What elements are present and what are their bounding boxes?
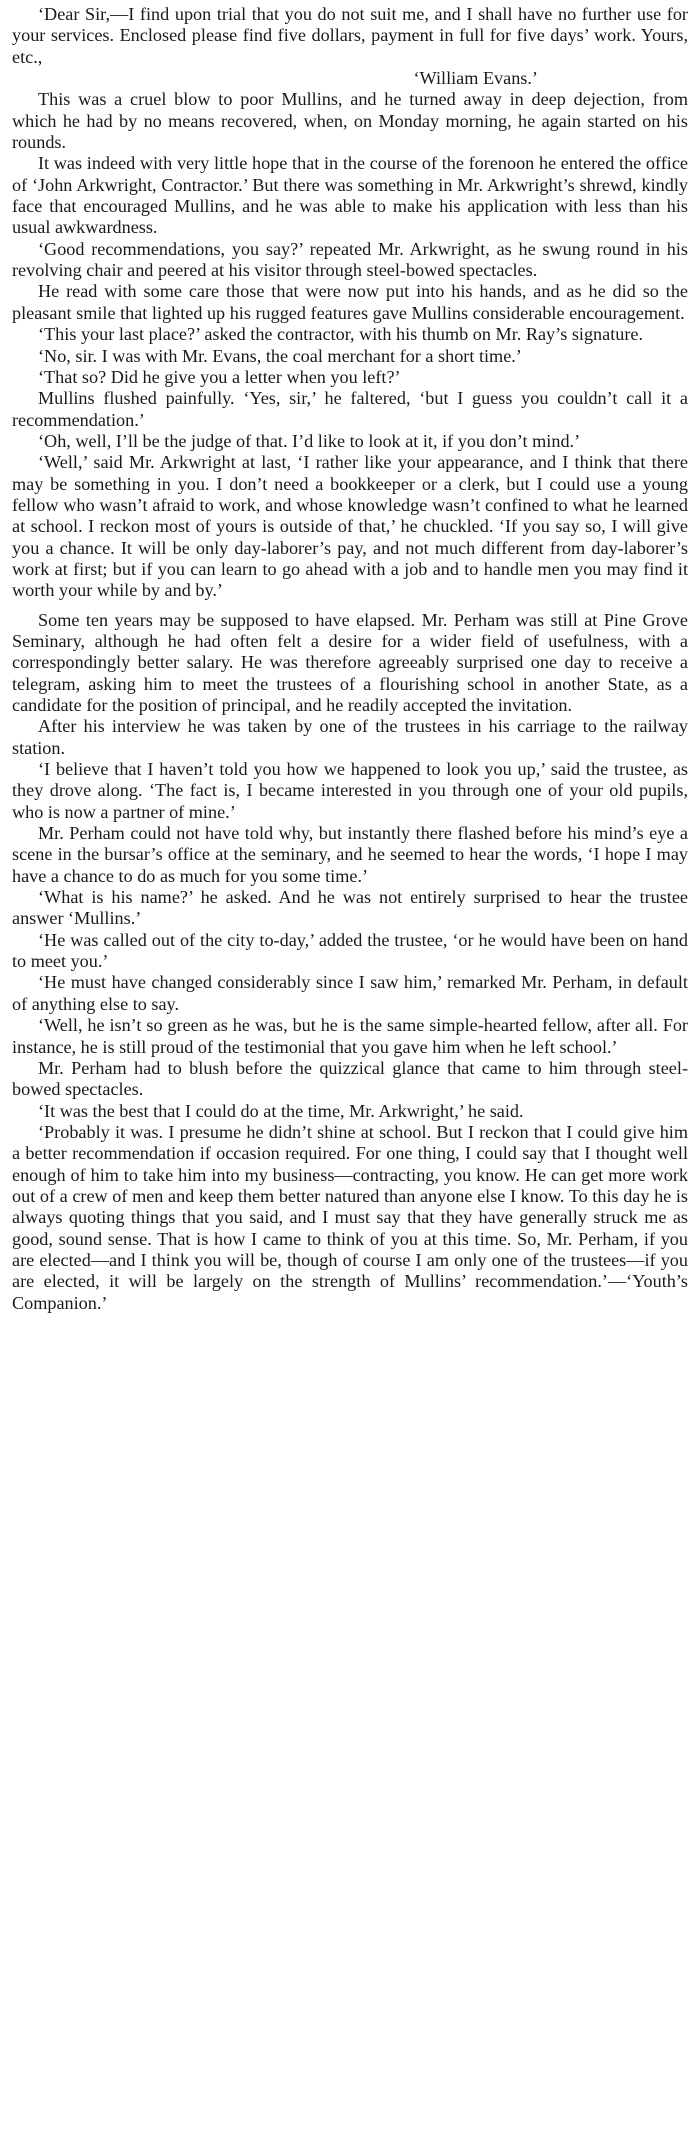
paragraph: ‘Well,’ said Mr. Arkwright at last, ‘I rather like your appearance, and I think that there may be something in you. I don’t need a bookkeeper or a clerk, but I could use a young fellow who wasn’t afraid to work, and whose knowledge wasn’t confined to what he learned at school. I reckon most of yours is outside of that,’ he chuckled. ‘If you say so, I will give you a chance. It will be only day-laborer’s pay, and not much different from day-laborer’s work at first; but if you can learn to go ahead with a job and to handle men you may find it worth your while by and by.’ [12,452,688,601]
paragraph: ‘Good recommendations, you say?’ repeated Mr. Arkwright, as he swung round in his revolving chair and peered at his visitor through steel-bowed spectacles. [12,238,688,281]
letter-body: ‘Dear Sir,—I find upon trial that you do not suit me, and I shall have no further use for your services. Enclosed please find five dollars, payment in full for five days’ work. Yours, etc., [12,4,688,67]
paragraph: Mullins flushed painfully. ‘Yes, sir,’ he faltered, ‘but I guess you couldn’t call it a recommendation.’ [12,388,688,430]
section-gap [12,602,688,610]
paragraph: ‘Probably it was. I presume he didn’t shine at school. But I reckon that I could give him a better recommendation if occasion required. For one thing, I could say that I thought well enough of him to take him into my business—contracting, you know. He can get more work out of a crew of men and keep them better natured than anyone else I know. To this day he is always quoting things that you said, and I must say that they have generally struck me as good, sound sense. That is how I came to think of you at this time. So, Mr. Perham, if you are elected—and I think you will be, though of course I am only one of the trustees—if you are elected, it will be largely on the strength of Mullins’ recommendation.’—‘Youth’s Companion.’ [12,1121,688,1313]
paragraph: Some ten years may be supposed to have elapsed. Mr. Perham was still at Pine Grove Seminary, although he had often felt a desire for a wider field of usefulness, with a correspondingly better salary. He was therefore agreeably surprised one day to receive a telegram, asking him to meet the trustees of a flourishing school in another State, as a candidate for the position of principal, and he readily accepted the invitation. [12,609,688,715]
paragraph: Mr. Perham had to blush before the quizzical glance that came to him through steel-bowed spectacles. [12,1057,688,1100]
paragraph: ‘He was called out of the city to-day,’ added the trustee, ‘or he would have been on hand to meet you.’ [12,929,688,972]
paragraph: It was indeed with very little hope that in the course of the forenoon he entered the office of ‘John Arkwright, Contractor.’ But there was something in Mr. Arkwright’s shrewd, kindly face that encouraged Mullins, and he was able to make his application with less than his usual awkwardness. [12,153,688,238]
letter-signature: ‘William Evans.’ [413,68,538,89]
paragraph: ‘Well, he isn’t so green as he was, but he is the same simple-hearted fellow, after all. For instance, he is still proud of the testimonial that you gave him when he left school.’ [12,1015,688,1057]
paragraph: ‘It was the best that I could do at the time, Mr. Arkwright,’ he said. [38,1100,524,1121]
paragraph: ‘He must have changed considerably since I saw him,’ remarked Mr. Perham, in default of anything else to say. [12,972,688,1014]
paragraph: After his interview he was taken by one of the trustees in his carriage to the railway station. [12,716,688,758]
paragraph: ‘What is his name?’ he asked. And he was not entirely surprised to hear the trustee answer ‘Mullins.’ [12,887,688,929]
paragraph: ‘No, sir. I was with Mr. Evans, the coal merchant for a short time.’ [38,345,522,366]
paragraph: Mr. Perham could not have told why, but instantly there flashed before his mind’s eye a scene in the bursar’s office at the seminary, and he seemed to hear the words, ‘I hope I may have a chance to do as much for you some time.’ [12,823,688,886]
paragraph: ‘That so? Did he give you a letter when you left?’ [38,366,401,387]
paragraph: He read with some care those that were now put into his hands, and as he did so the pleasant smile that lighted up his rugged features gave Mullins considerable encouragement. [12,281,688,323]
paragraph: This was a cruel blow to poor Mullins, and he turned away in deep dejection, from which he had by no means recovered, when, on Monday morning, he again started on his rounds. [12,89,688,153]
paragraph: ‘This your last place?’ asked the contractor, with his thumb on Mr. Ray’s signature. [38,324,644,345]
paragraph: ‘Oh, well, I’ll be the judge of that. I’d like to look at it, if you don’t mind.’ [38,430,581,451]
paragraph: ‘I believe that I haven’t told you how we happened to look you up,’ said the trustee, as they drove along. ‘The fact is, I became interested in you through one of your old pupils, who is now a partner of mine.’ [12,759,688,822]
